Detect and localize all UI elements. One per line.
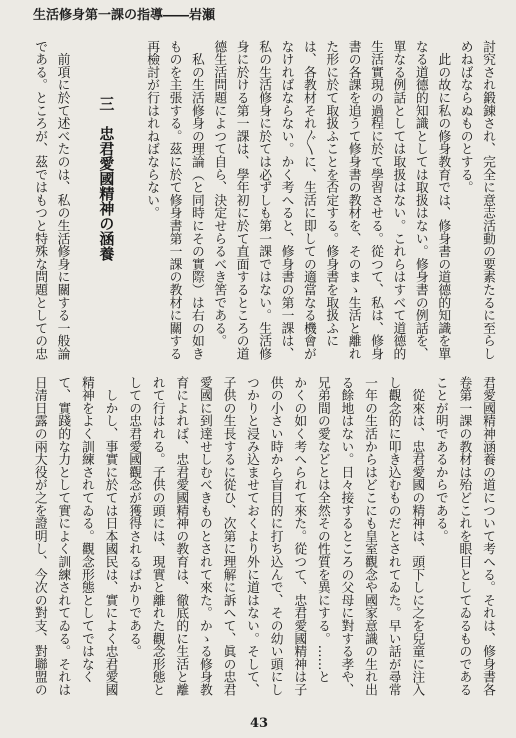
text-column: 日清日露の兩大役が之を證明し、今次の對支、對聯盟の: [31, 376, 47, 696]
text-column: ことが明であるからである。: [432, 376, 448, 543]
blank-column: [73, 40, 95, 366]
blank-column: [117, 40, 139, 366]
text-column: 從來は、忠君愛國の精神は、頭下しに之を兒童に注入: [409, 376, 425, 696]
text-column: 身に於ける第一課は、學年初に於て直面するところの道: [233, 40, 249, 360]
text-column: である。ところが、茲ではもつと特殊な問題としての忠: [32, 40, 48, 360]
text-column: 討究され鍛錬され、完全に意志活動の要素たるに至らし: [480, 40, 495, 360]
upper-tier: [28, 40, 498, 366]
text-column: しかし、事實に於ては日本國民は、實によく忠君愛國: [102, 376, 118, 696]
text-column: 書の各課を追うて修身書の教材を、そのまゝ生活と離れ: [345, 40, 361, 360]
text-column: 此の故に私の修身教育では、修身書の道德的知識を單: [435, 40, 451, 360]
text-column: なければならない。かく考へると、修身書の第一課は、: [278, 40, 294, 360]
text-column: 供の小さい時から盲目的に打ち込んで、その幼い頭にし: [267, 376, 283, 696]
text-column: る餘地はない。日々接するところの父母に對する孝や、: [338, 376, 354, 696]
text-column: しての忠君愛國觀念が獲得されるばかりである。: [126, 376, 142, 658]
text-column: 愛國に到達せしむべきものとされて來た。かゝる修身教: [196, 376, 212, 696]
running-header: 生活修身第一課の指導――岩瀬: [33, 8, 216, 23]
text-column: て、實踐的な力として實によく訓練されてゐる。それは: [55, 376, 71, 696]
text-column: は、各教材それ〴〵に、生活に即しての適當なる機會が: [300, 40, 316, 360]
text-column: 前項に於て述べたのは、私の生活修身に關する一般論: [54, 40, 70, 360]
text-column: 一年の生活からはどこにも皇室觀念や國家意識の生れ出: [362, 376, 378, 696]
text-column: ものを主張する。茲に於て修身書第一課の教材に關する: [166, 40, 182, 360]
text-column: 子供の生長するに從ひ、次第に理解に訴へて、眞の忠君: [220, 376, 236, 696]
text-column: 君愛國精神涵養の道について考へる。それは、修身書各: [480, 376, 495, 696]
text-column: 卷第一課の教材は殆どこれを眼目としてゐるものである: [456, 376, 472, 696]
text-column: 私の生活修身に於ては必ずしも第一課ではない。生活修: [256, 40, 272, 360]
lower-tier: [27, 376, 499, 704]
text-column: れて行はれる。子供の頭には、現實と離れた觀念形態と: [149, 376, 165, 696]
text-column: 精神をよく訓練されてゐる。觀念形態としてではなく: [78, 376, 94, 684]
text-column: 德生活問題によつて自ら、決定せらるべき筈である。: [211, 40, 227, 348]
text-column: 再檢討が行はれねばならない。: [144, 40, 160, 220]
text-column: つかりと浸み込ませておくより外に道はない。そして、: [244, 376, 260, 696]
text-column: 私の生活修身の理論（と同時にその實際）は右の如き: [188, 40, 204, 360]
text-column: 兄弟間の愛などとは全然その性質を異にする。……と: [314, 376, 330, 684]
section-heading: 三 忠君愛國精神の涵養: [97, 96, 116, 261]
text-column: なる道德的知識としては取扱はない。修身書の例話を、: [412, 40, 428, 360]
text-column: 育によれば、忠君愛國精神の教育は、徹底的に生活と離: [173, 376, 189, 696]
text-column: し觀念的に叩き込むものだとされてゐた。早い話が尋常: [385, 376, 401, 696]
page-number: 43: [250, 716, 269, 731]
text-column: かくの如く考へられて來た。從つて、忠君愛國精神は子: [291, 376, 307, 696]
text-column: た形に於て取扱ふことを否定する。修身書を取扱ふに: [323, 40, 339, 348]
text-column: 單なる例話としては取扱はない。これらはすべて道德的: [390, 40, 406, 360]
text-column: めねばならぬものとする。: [457, 40, 473, 194]
text-column: 生活實現の過程に於て學習させる。從つて、私は、修身: [368, 40, 384, 360]
